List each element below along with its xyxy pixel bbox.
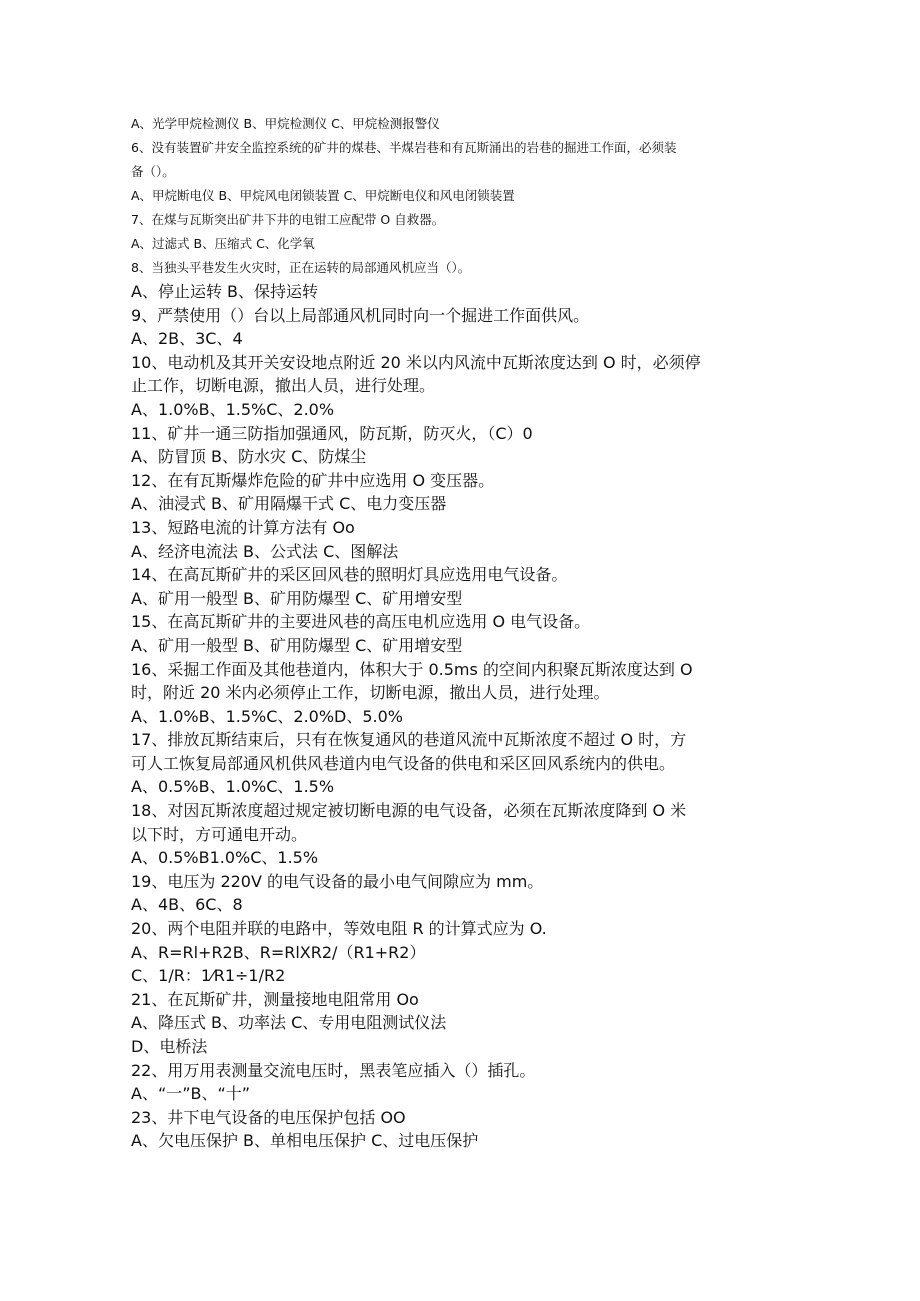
text-line: 止工作，切断电源，撤出人员，进行处理。 bbox=[131, 376, 436, 396]
text-line: A、光学甲烷检测仪 B、甲烷检测仪 C、甲烷检测报警仪 bbox=[131, 116, 440, 131]
text-line: A、停止运转 B、保持运转 bbox=[131, 282, 319, 301]
text-line: A、降压式 B、功率法 C、专用电阻测试仪法 bbox=[131, 1013, 447, 1033]
text-line: A、油浸式 B、矿用隔爆干式 C、电力变压器 bbox=[131, 494, 447, 514]
text-line: 17、排放瓦斯结束后，只有在恢复通风的巷道风流中瓦斯浓度不超过 O 时，方 bbox=[131, 730, 687, 750]
text-line: A、欠电压保护 B、单相电压保护 C、过电压保护 bbox=[131, 1131, 479, 1151]
text-line: 20、两个电阻并联的电路中，等效电阻 R 的计算式应为 O. bbox=[131, 919, 547, 939]
text-line: 10、电动机及其开关安设地点附近 20 米以内风流中瓦斯浓度达到 O 时，必须停 bbox=[131, 352, 701, 372]
text-line: A、经济电流法 B、公式法 C、图解法 bbox=[131, 541, 399, 561]
document-body bbox=[131, 112, 791, 1153]
text-line: 6、没有装置矿井安全监控系统的矿井的煤巷、半煤岩巷和有瓦斯涌出的岩巷的掘进工作面，必须装 bbox=[131, 140, 677, 155]
text-line: C、1/R：1⁄R1÷1/R2 bbox=[131, 966, 286, 986]
text-line: 14、在高瓦斯矿井的采区回风巷的照明灯具应选用电气设备。 bbox=[131, 565, 568, 585]
text-line: A、1.0%B、1.5%C、2.0% bbox=[131, 399, 335, 419]
text-line: A、0.5%B、1.0%C、1.5% bbox=[131, 777, 335, 797]
text-line: A、2B、3C、4 bbox=[131, 329, 243, 349]
text-line: 13、短路电流的计算方法有 Oo bbox=[131, 517, 355, 537]
text-line: 19、电压为 220V 的电气设备的最小电气间隙应为 mm。 bbox=[131, 871, 544, 891]
text-line: 21、在瓦斯矿井，测量接地电阻常用 Oo bbox=[131, 989, 419, 1009]
text-line: 7、在煤与瓦斯突出矿井下井的电钳工应配带 O 自救器。 bbox=[131, 212, 445, 227]
text-line: 8、当独头平巷发生火灾时，正在运转的局部通风机应当（）。 bbox=[131, 260, 471, 275]
text-line: 18、对因瓦斯浓度超过规定被切断电源的电气设备，必须在瓦斯浓度降到 O 米 bbox=[131, 801, 687, 821]
text-line: A、4B、6C、8 bbox=[131, 895, 243, 915]
text-line: 11、矿井一通三防指加强通风，防瓦斯，防灭火，（C）0 bbox=[131, 423, 533, 443]
text-line: 备（）。 bbox=[131, 164, 175, 179]
text-line: 12、在有瓦斯爆炸危险的矿井中应选用 O 变压器。 bbox=[131, 470, 495, 490]
text-line: A、矿用一般型 B、矿用防爆型 C、矿用增安型 bbox=[131, 588, 463, 608]
text-line: A、0.5%B1.0%C、1.5% bbox=[131, 848, 319, 868]
text-line: 以下时，方可通电开动。 bbox=[131, 824, 308, 844]
text-line: A、“一”B、“十” bbox=[131, 1084, 251, 1104]
text-line: 可人工恢复局部通风机供风巷道内电气设备的供电和采区回风系统内的供电。 bbox=[131, 753, 676, 773]
text-line: A、R=Rl+R2B、R=RlXR2/（R1+R2） bbox=[131, 942, 426, 962]
text-line: 9、严禁使用（）台以上局部通风机同时向一个掘进工作面供风。 bbox=[131, 305, 590, 325]
text-line: 时，附近 20 米内必须停止工作，切断电源，撤出人员，进行处理。 bbox=[131, 683, 610, 703]
text-line: 16、采掘工作面及其他巷道内，体积大于 0.5ms 的空间内积聚瓦斯浓度达到 O bbox=[131, 659, 693, 679]
text-line: A、甲烷断电仪 B、甲烷风电闭锁装置 C、甲烷断电仪和风电闭锁装置 bbox=[131, 188, 515, 203]
text-line: D、电桥法 bbox=[131, 1037, 208, 1056]
text-line: A、1.0%B、1.5%C、2.0%D、5.0% bbox=[131, 706, 404, 726]
text-line: A、矿用一般型 B、矿用防爆型 C、矿用增安型 bbox=[131, 635, 463, 655]
text-line: 15、在高瓦斯矿井的主要进风巷的高压电机应选用 O 电气设备。 bbox=[131, 612, 591, 632]
text-line: A、防冒顶 B、防水灾 C、防煤尘 bbox=[131, 447, 367, 467]
text-line: A、过滤式 B、压缩式 C、化学氧 bbox=[131, 236, 315, 251]
text-line: 23、井下电气设备的电压保护包括 OO bbox=[131, 1107, 406, 1127]
text-line: 22、用万用表测量交流电压时，黑表笔应插入（）插孔。 bbox=[131, 1060, 536, 1080]
